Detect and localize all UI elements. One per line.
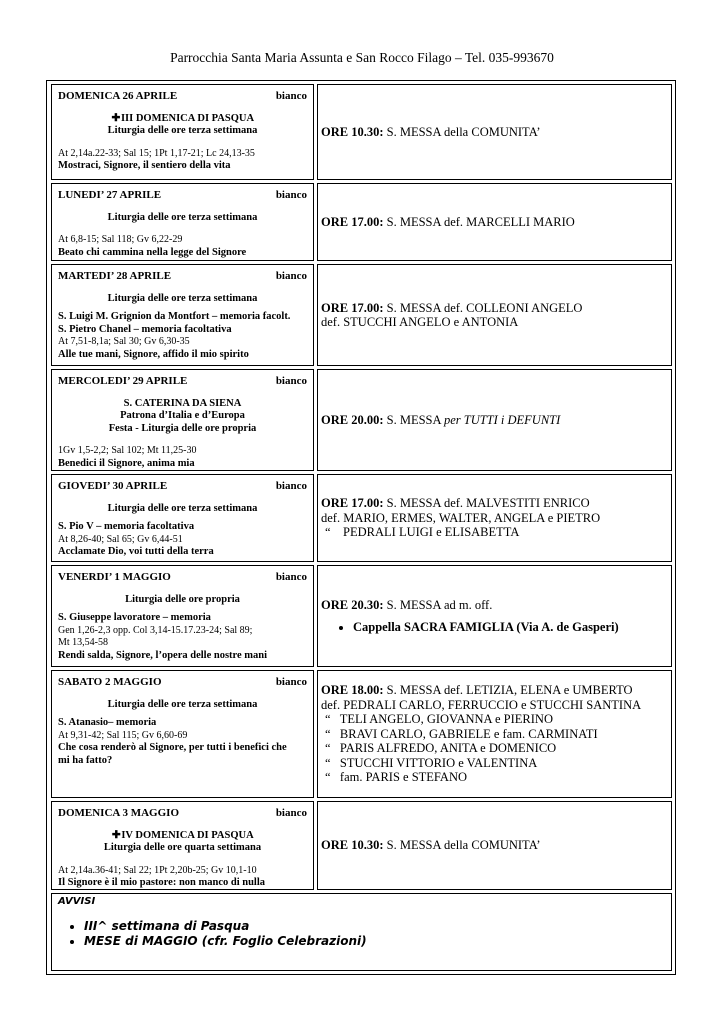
day-cell-6 [51,670,314,798]
mass-extra: def. STUCCHI ANGELO e ANTONIA [321,315,519,329]
mass-cell-2 [317,264,672,366]
readings: At 7,51-8,1a; Sal 30; Gv 6,30-35 [58,336,190,347]
saint-memorial: S. Atanasio– memoria [58,717,157,728]
readings: At 2,14a.36-41; Sal 22; 1Pt 2,20b-25; Gv 10,1-10 [58,864,257,876]
liturgical-color: bianco [275,375,307,387]
readings: At 8,26-40; Sal 65; Gv 6,44-51 [58,533,183,545]
feast-title: S. CATERINA DA SIENA [123,397,242,409]
day-title: DOMENICA 3 MAGGIO [58,807,179,819]
day-cell-2 [51,264,314,366]
psalm-response: Che cosa renderò al Signore, per tutti i benefici che [58,742,287,753]
liturgical-color: bianco [275,270,307,282]
mass-text: S. MESSA della COMUNITA’ [383,838,541,853]
mass-text: S. MESSA def. COLLEONI ANGELO [383,300,583,315]
mass-cell-1 [317,183,672,261]
liturgical-color: bianco [275,676,307,688]
mass-extra: “ fam. PARIS e STEFANO [325,770,468,785]
feast-title: III DOMENICA DI PASQUA [120,112,255,124]
mass-extra: “ PEDRALI LUIGI e ELISABETTA [325,525,520,540]
mass-time: ORE 17.00: [321,300,384,315]
mass-cell-0 [317,84,672,180]
mass-time: ORE 17.00: [321,214,384,229]
saint-memorial: S. Giuseppe lavoratore – memoria [58,612,211,623]
mass-extra: def. PEDRALI CARLO, FERRUCCIO e STUCCHI SANTINA [321,697,642,712]
day-cell-3 [51,369,314,471]
avvisi-title: AVVISI [58,896,96,907]
day-title: MERCOLEDI’ 29 APRILE [58,375,188,387]
psalm-response: Rendi salda, Signore, l’opera delle nostre mani [58,649,268,661]
liturgy-note: Liturgia delle ore terza settimana [107,211,258,223]
day-cell-7 [51,801,314,890]
liturgical-color: bianco [275,571,307,583]
mass-time: ORE 20.30: [321,597,384,612]
day-cell-1 [51,183,314,261]
feast-title: IV DOMENICA DI PASQUA [121,829,254,841]
liturgy-note: Liturgia delle ore terza settimana [107,502,258,514]
psalm-response: Benedici il Signore, anima mia [58,457,195,469]
psalm-response: Alle tue mani, Signore, affido il mio spirito [58,348,249,360]
mass-extra: “ PARIS ALFREDO, ANITA e DOMENICO [325,741,557,756]
liturgy-note: Liturgia delle ore propria [125,593,240,605]
avvisi-item: • III^ settimana di Pasqua [84,919,665,934]
psalm-response: Il Signore è il mio pastore: non manco di nulla [58,877,266,888]
day-title: DOMENICA 26 APRILE [58,90,178,102]
avvisi-box [51,893,672,971]
parish-header: Parrocchia Santa Maria Assunta e San Rocco Filago – Tel. 035-993670 [170,50,554,65]
mass-time: ORE 17.00: [321,496,384,511]
mass-extra: “ BRAVI CARLO, GABRIELE e fam. CARMINATI [325,726,598,741]
mass-location: • Cappella SACRA FAMIGLIA (Via A. de Gasperi) [353,620,668,635]
mass-text: S. MESSA def. MARCELLI MARIO [383,214,575,229]
day-title: SABATO 2 MAGGIO [58,676,162,688]
day-title: LUNEDI’ 27 APRILE [58,189,162,201]
mass-text: S. MESSA ad m. off. [383,597,493,612]
day-cell-5 [51,565,314,667]
day-title: VENERDI’ 1 MAGGIO [58,571,171,583]
readings: At 9,31-42; Sal 115; Gv 6,60-69 [58,729,188,741]
feast-subtitle: Patrona d’Italia e d’Europa [120,410,245,421]
mass-time: ORE 20.00: [321,412,384,427]
liturgical-color: bianco [275,807,307,819]
saint-memorial: S. Pietro Chanel – memoria facoltativa [58,323,232,335]
readings: 1Gv 1,5-2,2; Sal 102; Mt 11,25-30 [58,445,197,456]
mass-text: S. MESSA [383,412,444,427]
day-title: GIOVEDI’ 30 APRILE [58,480,168,492]
saint-memorial: S. Luigi M. Grignion da Montfort – memoria facolt. [58,311,291,322]
liturgical-color: bianco [275,90,307,102]
cross-icon: ✚ [111,112,121,124]
readings: Mt 13,54-58 [58,637,108,648]
psalm-response: Acclamate Dio, voi tutti della terra [58,546,214,557]
day-cell-4 [51,474,314,562]
cross-icon: ✚ [111,829,121,841]
psalm-response: mi ha fatto? [58,754,113,766]
avvisi-list [58,919,665,949]
liturgy-note: Festa - Liturgia delle ore propria [108,422,257,434]
mass-cell-4 [317,474,672,562]
mass-text: S. MESSA def. MALVESTITI ENRICO [383,496,590,511]
liturgical-color: bianco [275,189,307,201]
mass-time: ORE 18.00: [321,683,384,698]
readings: Gen 1,26-2,3 opp. Col 3,14-15.17.23-24; Sal 89; [58,624,253,636]
mass-time: ORE 10.30: [321,838,384,853]
day-cell-0 [51,84,314,180]
liturgy-note: Liturgia delle ore terza settimana [107,125,258,136]
mass-extra: “ STUCCHI VITTORIO e VALENTINA [325,755,538,770]
avvisi-item: • MESE di MAGGIO (cfr. Foglio Celebrazioni) [84,934,665,949]
mass-cell-5 [317,565,672,667]
saint-memorial: S. Pio V – memoria facoltativa [58,521,195,532]
mass-intention: per TUTTI i DEFUNTI [443,412,561,427]
liturgy-note: Liturgia delle ore quarta settimana [103,842,262,853]
liturgical-color: bianco [275,480,307,492]
mass-cell-3 [317,369,672,471]
mass-cell-7 [317,801,672,890]
mass-extra: def. MARIO, ERMES, WALTER, ANGELA e PIETRO [321,510,601,525]
mass-time: ORE 10.30: [321,124,384,139]
mass-text: S. MESSA della COMUNITA’ [383,124,541,139]
readings: At 6,8-15; Sal 118; Gv 6,22-29 [58,234,183,245]
readings: At 2,14a.22-33; Sal 15; 1Pt 1,17-21; Lc 24,13-35 [58,147,255,159]
mass-text: S. MESSA def. LETIZIA, ELENA e UMBERTO [383,683,633,698]
day-title: MARTEDI’ 28 APRILE [58,270,172,282]
liturgy-note: Liturgia delle ore terza settimana [107,292,258,304]
psalm-response: Beato chi cammina nella legge del Signore [58,246,247,258]
psalm-response: Mostraci, Signore, il sentiero della vita [58,160,231,171]
mass-cell-6 [317,670,672,798]
mass-extra: “ TELI ANGELO, GIOVANNA e PIERINO [325,712,553,727]
liturgy-note: Liturgia delle ore terza settimana [107,698,258,710]
